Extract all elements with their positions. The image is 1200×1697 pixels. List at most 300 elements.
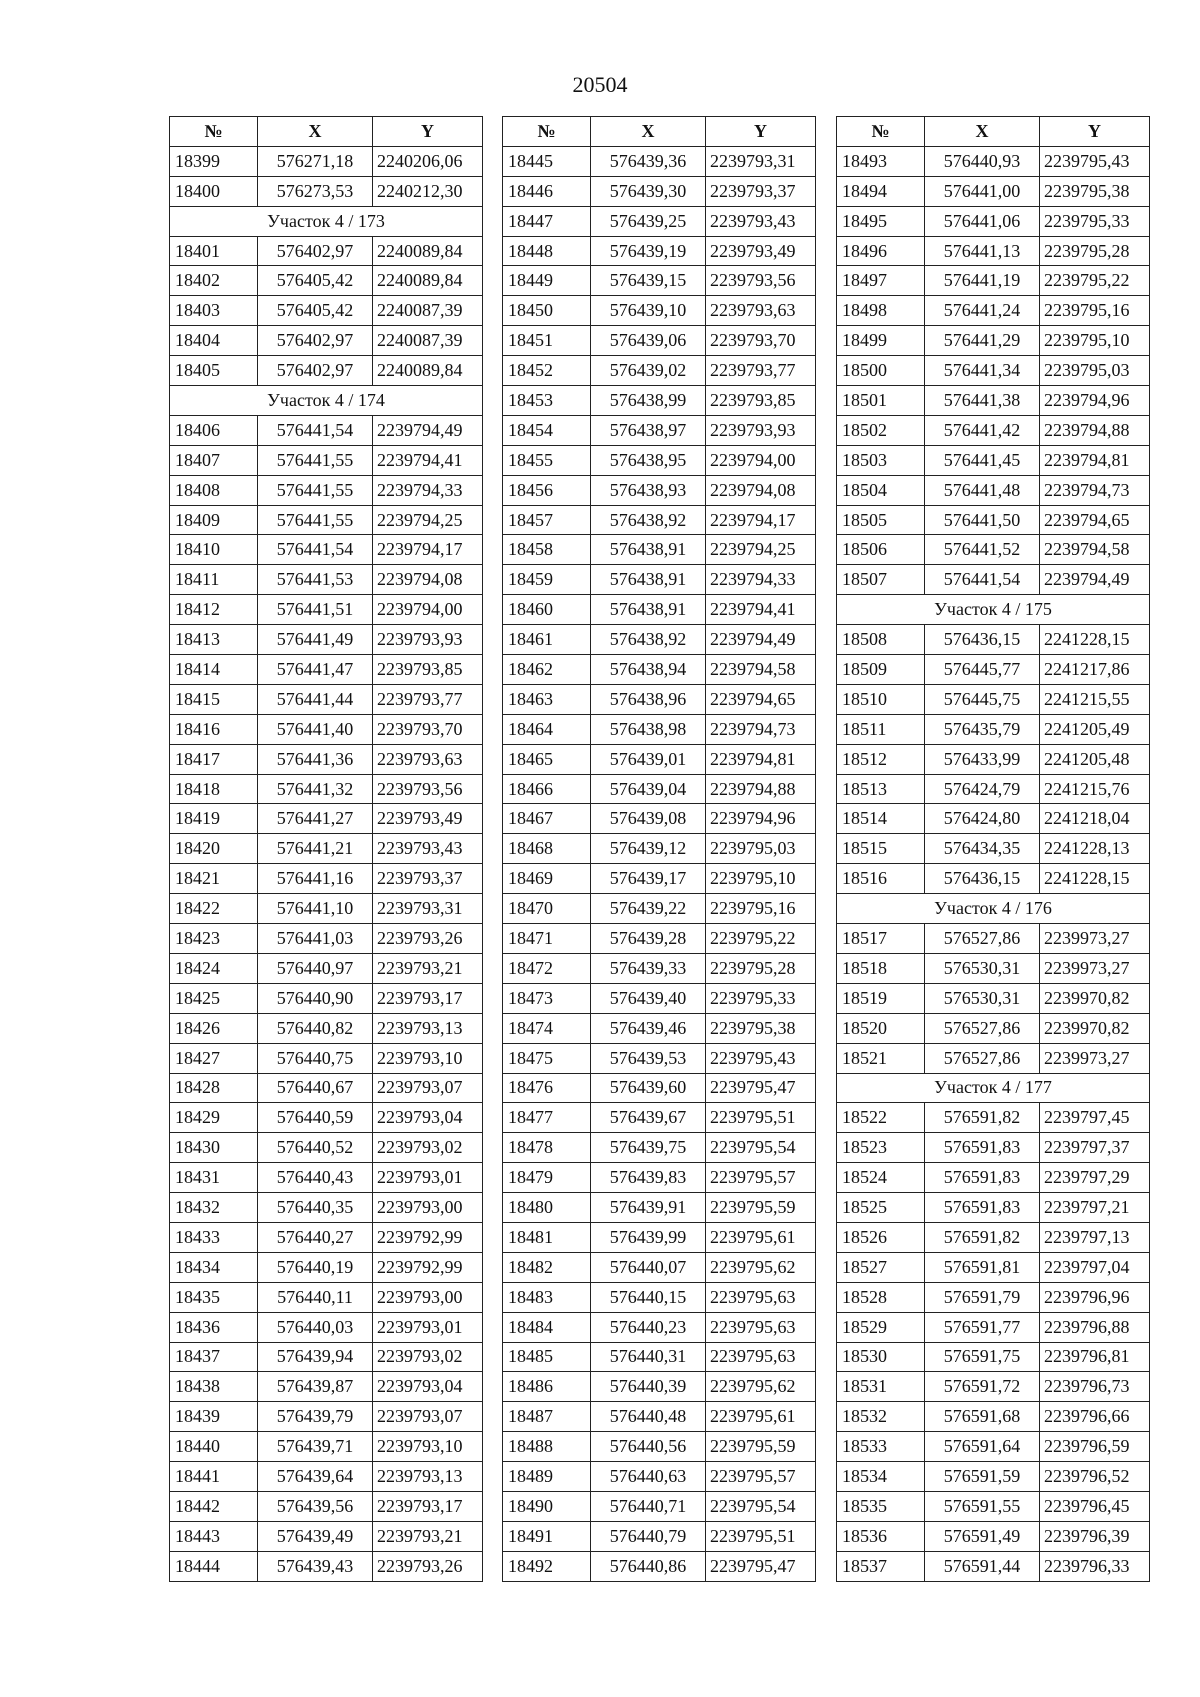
y-coordinate-cell: 2239793,17 bbox=[373, 983, 483, 1013]
table-row bbox=[170, 1462, 483, 1492]
table-row bbox=[170, 1133, 483, 1163]
table-row bbox=[170, 953, 483, 983]
y-coordinate-cell: 2239797,29 bbox=[1040, 1163, 1150, 1193]
point-number-cell: 18499 bbox=[837, 326, 925, 356]
x-coordinate-cell: 576591,82 bbox=[925, 1103, 1040, 1133]
point-number-cell: 18405 bbox=[170, 356, 258, 386]
point-number-cell: 18449 bbox=[503, 266, 591, 296]
table-row bbox=[170, 1282, 483, 1312]
x-coordinate-cell: 576439,75 bbox=[591, 1133, 706, 1163]
y-coordinate-cell: 2239795,47 bbox=[706, 1073, 816, 1103]
point-number-cell: 18508 bbox=[837, 625, 925, 655]
y-coordinate-cell: 2239795,47 bbox=[706, 1551, 816, 1581]
y-coordinate-cell: 2239795,16 bbox=[1040, 296, 1150, 326]
table-row bbox=[170, 924, 483, 954]
point-number-cell: 18461 bbox=[503, 625, 591, 655]
x-coordinate-cell: 576439,10 bbox=[591, 296, 706, 326]
x-coordinate-cell: 576439,02 bbox=[591, 356, 706, 386]
x-coordinate-cell: 576441,19 bbox=[925, 266, 1040, 296]
point-number-cell: 18505 bbox=[837, 505, 925, 535]
y-coordinate-cell: 2241205,48 bbox=[1040, 744, 1150, 774]
point-number-cell: 18408 bbox=[170, 475, 258, 505]
point-number-cell: 18413 bbox=[170, 625, 258, 655]
table-row bbox=[503, 1133, 816, 1163]
table-row bbox=[837, 565, 1150, 595]
y-coordinate-cell: 2239793,21 bbox=[373, 953, 483, 983]
header-number: № bbox=[837, 117, 925, 147]
point-number-cell: 18438 bbox=[170, 1372, 258, 1402]
point-number-cell: 18437 bbox=[170, 1342, 258, 1372]
table-row bbox=[170, 236, 483, 266]
x-coordinate-cell: 576591,81 bbox=[925, 1252, 1040, 1282]
table-row bbox=[837, 834, 1150, 864]
x-coordinate-cell: 576441,50 bbox=[925, 505, 1040, 535]
table-row bbox=[503, 834, 816, 864]
y-coordinate-cell: 2239793,26 bbox=[373, 1551, 483, 1581]
x-coordinate-cell: 576439,30 bbox=[591, 176, 706, 206]
x-coordinate-cell: 576441,51 bbox=[258, 595, 373, 625]
point-number-cell: 18421 bbox=[170, 864, 258, 894]
section-title: Участок 4 / 174 bbox=[170, 386, 483, 416]
point-number-cell: 18410 bbox=[170, 535, 258, 565]
table-row bbox=[837, 983, 1150, 1013]
table-row bbox=[170, 1013, 483, 1043]
x-coordinate-cell: 576405,42 bbox=[258, 266, 373, 296]
table-row bbox=[503, 1432, 816, 1462]
y-coordinate-cell: 2239794,65 bbox=[706, 684, 816, 714]
header-number: № bbox=[170, 117, 258, 147]
table-header-row bbox=[170, 117, 483, 147]
x-coordinate-cell: 576440,56 bbox=[591, 1432, 706, 1462]
point-number-cell: 18403 bbox=[170, 296, 258, 326]
point-number-cell: 18457 bbox=[503, 505, 591, 535]
x-coordinate-cell: 576402,97 bbox=[258, 356, 373, 386]
point-number-cell: 18441 bbox=[170, 1462, 258, 1492]
x-coordinate-cell: 576440,86 bbox=[591, 1551, 706, 1581]
table-row bbox=[170, 326, 483, 356]
x-coordinate-cell: 576441,24 bbox=[925, 296, 1040, 326]
y-coordinate-cell: 2239795,62 bbox=[706, 1252, 816, 1282]
y-coordinate-cell: 2239795,38 bbox=[706, 1013, 816, 1043]
y-coordinate-cell: 2239793,43 bbox=[373, 834, 483, 864]
y-coordinate-cell: 2241228,15 bbox=[1040, 625, 1150, 655]
point-number-cell: 18464 bbox=[503, 714, 591, 744]
y-coordinate-cell: 2239794,49 bbox=[1040, 565, 1150, 595]
x-coordinate-cell: 576438,96 bbox=[591, 684, 706, 714]
table-row bbox=[170, 535, 483, 565]
x-coordinate-cell: 576438,93 bbox=[591, 475, 706, 505]
y-coordinate-cell: 2239797,37 bbox=[1040, 1133, 1150, 1163]
x-coordinate-cell: 576591,55 bbox=[925, 1491, 1040, 1521]
x-coordinate-cell: 576440,52 bbox=[258, 1133, 373, 1163]
table-row bbox=[503, 924, 816, 954]
table-row bbox=[503, 1521, 816, 1551]
y-coordinate-cell: 2239793,02 bbox=[373, 1133, 483, 1163]
x-coordinate-cell: 576441,53 bbox=[258, 565, 373, 595]
y-coordinate-cell: 2239973,27 bbox=[1040, 1043, 1150, 1073]
y-coordinate-cell: 2239795,59 bbox=[706, 1193, 816, 1223]
point-number-cell: 18503 bbox=[837, 445, 925, 475]
point-number-cell: 18528 bbox=[837, 1282, 925, 1312]
x-coordinate-cell: 576591,75 bbox=[925, 1342, 1040, 1372]
point-number-cell: 18409 bbox=[170, 505, 258, 535]
y-coordinate-cell: 2239793,00 bbox=[373, 1193, 483, 1223]
x-coordinate-cell: 576439,40 bbox=[591, 983, 706, 1013]
table-row bbox=[170, 1551, 483, 1581]
header-y: Y bbox=[373, 117, 483, 147]
x-coordinate-cell: 576439,06 bbox=[591, 326, 706, 356]
x-coordinate-cell: 576527,86 bbox=[925, 1043, 1040, 1073]
table-row bbox=[170, 625, 483, 655]
table-row bbox=[503, 983, 816, 1013]
x-coordinate-cell: 576440,11 bbox=[258, 1282, 373, 1312]
table-row bbox=[503, 1342, 816, 1372]
table-row bbox=[503, 475, 816, 505]
x-coordinate-cell: 576439,64 bbox=[258, 1462, 373, 1492]
table-row bbox=[503, 296, 816, 326]
x-coordinate-cell: 576440,39 bbox=[591, 1372, 706, 1402]
y-coordinate-cell: 2239797,21 bbox=[1040, 1193, 1150, 1223]
table-row bbox=[837, 953, 1150, 983]
table-row bbox=[503, 1402, 816, 1432]
table-row bbox=[503, 894, 816, 924]
x-coordinate-cell: 576441,42 bbox=[925, 415, 1040, 445]
x-coordinate-cell: 576440,03 bbox=[258, 1312, 373, 1342]
y-coordinate-cell: 2239794,96 bbox=[706, 804, 816, 834]
x-coordinate-cell: 576439,04 bbox=[591, 774, 706, 804]
point-number-cell: 18429 bbox=[170, 1103, 258, 1133]
x-coordinate-cell: 576405,42 bbox=[258, 296, 373, 326]
x-coordinate-cell: 576591,59 bbox=[925, 1462, 1040, 1492]
table-row bbox=[837, 864, 1150, 894]
table-row bbox=[170, 1312, 483, 1342]
page-number: 20504 bbox=[572, 72, 628, 97]
x-coordinate-cell: 576441,49 bbox=[258, 625, 373, 655]
table-row bbox=[503, 953, 816, 983]
y-coordinate-cell: 2239795,59 bbox=[706, 1432, 816, 1462]
y-coordinate-cell: 2240212,30 bbox=[373, 176, 483, 206]
y-coordinate-cell: 2239793,56 bbox=[373, 774, 483, 804]
y-coordinate-cell: 2239796,45 bbox=[1040, 1491, 1150, 1521]
table-row bbox=[503, 1462, 816, 1492]
y-coordinate-cell: 2240089,84 bbox=[373, 356, 483, 386]
table-row bbox=[503, 1013, 816, 1043]
table-row bbox=[503, 1372, 816, 1402]
x-coordinate-cell: 576441,40 bbox=[258, 714, 373, 744]
x-coordinate-cell: 576441,52 bbox=[925, 535, 1040, 565]
y-coordinate-cell: 2240087,39 bbox=[373, 326, 483, 356]
point-number-cell: 18490 bbox=[503, 1491, 591, 1521]
y-coordinate-cell: 2239793,63 bbox=[706, 296, 816, 326]
y-coordinate-cell: 2239793,70 bbox=[706, 326, 816, 356]
section-row bbox=[837, 595, 1150, 625]
point-number-cell: 18477 bbox=[503, 1103, 591, 1133]
y-coordinate-cell: 2239794,58 bbox=[706, 655, 816, 685]
table-row bbox=[837, 266, 1150, 296]
section-title: Участок 4 / 175 bbox=[837, 595, 1150, 625]
table-row bbox=[503, 535, 816, 565]
table-row bbox=[170, 505, 483, 535]
table-row bbox=[503, 1103, 816, 1133]
y-coordinate-cell: 2239796,33 bbox=[1040, 1551, 1150, 1581]
y-coordinate-cell: 2239796,59 bbox=[1040, 1432, 1150, 1462]
point-number-cell: 18432 bbox=[170, 1193, 258, 1223]
x-coordinate-cell: 576591,79 bbox=[925, 1282, 1040, 1312]
y-coordinate-cell: 2239796,88 bbox=[1040, 1312, 1150, 1342]
point-number-cell: 18481 bbox=[503, 1222, 591, 1252]
point-number-cell: 18447 bbox=[503, 206, 591, 236]
table-row bbox=[170, 744, 483, 774]
x-coordinate-cell: 576439,43 bbox=[258, 1551, 373, 1581]
table-row bbox=[837, 1133, 1150, 1163]
x-coordinate-cell: 576424,79 bbox=[925, 774, 1040, 804]
table-row bbox=[837, 415, 1150, 445]
table-row bbox=[503, 1193, 816, 1223]
x-coordinate-cell: 576424,80 bbox=[925, 804, 1040, 834]
section-row bbox=[170, 206, 483, 236]
y-coordinate-cell: 2239795,54 bbox=[706, 1133, 816, 1163]
table-row bbox=[503, 744, 816, 774]
table-row bbox=[170, 266, 483, 296]
x-coordinate-cell: 576441,54 bbox=[925, 565, 1040, 595]
table-row bbox=[503, 565, 816, 595]
y-coordinate-cell: 2239795,16 bbox=[706, 894, 816, 924]
y-coordinate-cell: 2241215,76 bbox=[1040, 774, 1150, 804]
x-coordinate-cell: 576402,97 bbox=[258, 236, 373, 266]
table-row bbox=[837, 1342, 1150, 1372]
y-coordinate-cell: 2239795,63 bbox=[706, 1282, 816, 1312]
x-coordinate-cell: 576439,94 bbox=[258, 1342, 373, 1372]
table-row bbox=[503, 505, 816, 535]
table-row bbox=[170, 1342, 483, 1372]
table-row bbox=[837, 445, 1150, 475]
table-row bbox=[170, 834, 483, 864]
point-number-cell: 18456 bbox=[503, 475, 591, 505]
point-number-cell: 18415 bbox=[170, 684, 258, 714]
table-row bbox=[170, 1521, 483, 1551]
table-row bbox=[837, 1372, 1150, 1402]
point-number-cell: 18495 bbox=[837, 206, 925, 236]
y-coordinate-cell: 2239794,25 bbox=[373, 505, 483, 535]
y-coordinate-cell: 2239793,93 bbox=[373, 625, 483, 655]
table-row bbox=[170, 1222, 483, 1252]
table-row bbox=[503, 356, 816, 386]
point-number-cell: 18496 bbox=[837, 236, 925, 266]
point-number-cell: 18506 bbox=[837, 535, 925, 565]
x-coordinate-cell: 576273,53 bbox=[258, 176, 373, 206]
x-coordinate-cell: 576438,91 bbox=[591, 535, 706, 565]
point-number-cell: 18426 bbox=[170, 1013, 258, 1043]
point-number-cell: 18419 bbox=[170, 804, 258, 834]
x-coordinate-cell: 576439,19 bbox=[591, 236, 706, 266]
table-row bbox=[170, 1372, 483, 1402]
point-number-cell: 18476 bbox=[503, 1073, 591, 1103]
point-number-cell: 18440 bbox=[170, 1432, 258, 1462]
point-number-cell: 18465 bbox=[503, 744, 591, 774]
y-coordinate-cell: 2239793,93 bbox=[706, 415, 816, 445]
x-coordinate-cell: 576591,64 bbox=[925, 1432, 1040, 1462]
table-row bbox=[170, 1103, 483, 1133]
y-coordinate-cell: 2239795,61 bbox=[706, 1402, 816, 1432]
table-row bbox=[503, 655, 816, 685]
y-coordinate-cell: 2241218,04 bbox=[1040, 804, 1150, 834]
table-row bbox=[837, 1252, 1150, 1282]
y-coordinate-cell: 2239794,00 bbox=[373, 595, 483, 625]
point-number-cell: 18414 bbox=[170, 655, 258, 685]
y-coordinate-cell: 2239794,41 bbox=[706, 595, 816, 625]
point-number-cell: 18467 bbox=[503, 804, 591, 834]
table-row bbox=[503, 236, 816, 266]
point-number-cell: 18430 bbox=[170, 1133, 258, 1163]
point-number-cell: 18399 bbox=[170, 146, 258, 176]
x-coordinate-cell: 576441,55 bbox=[258, 505, 373, 535]
y-coordinate-cell: 2240089,84 bbox=[373, 236, 483, 266]
y-coordinate-cell: 2239794,49 bbox=[706, 625, 816, 655]
x-coordinate-cell: 576434,35 bbox=[925, 834, 1040, 864]
point-number-cell: 18527 bbox=[837, 1252, 925, 1282]
y-coordinate-cell: 2239973,27 bbox=[1040, 953, 1150, 983]
y-coordinate-cell: 2239796,81 bbox=[1040, 1342, 1150, 1372]
x-coordinate-cell: 576439,33 bbox=[591, 953, 706, 983]
point-number-cell: 18417 bbox=[170, 744, 258, 774]
point-number-cell: 18488 bbox=[503, 1432, 591, 1462]
y-coordinate-cell: 2239793,77 bbox=[706, 356, 816, 386]
x-coordinate-cell: 576441,54 bbox=[258, 415, 373, 445]
x-coordinate-cell: 576530,31 bbox=[925, 953, 1040, 983]
coordinates-table-1 bbox=[169, 116, 483, 1582]
x-coordinate-cell: 576439,01 bbox=[591, 744, 706, 774]
x-coordinate-cell: 576441,38 bbox=[925, 386, 1040, 416]
y-coordinate-cell: 2239794,41 bbox=[373, 445, 483, 475]
point-number-cell: 18486 bbox=[503, 1372, 591, 1402]
x-coordinate-cell: 576441,55 bbox=[258, 475, 373, 505]
x-coordinate-cell: 576591,82 bbox=[925, 1222, 1040, 1252]
x-coordinate-cell: 576591,44 bbox=[925, 1551, 1040, 1581]
y-coordinate-cell: 2239793,04 bbox=[373, 1103, 483, 1133]
x-coordinate-cell: 576440,15 bbox=[591, 1282, 706, 1312]
table-row bbox=[837, 176, 1150, 206]
point-number-cell: 18460 bbox=[503, 595, 591, 625]
point-number-cell: 18448 bbox=[503, 236, 591, 266]
y-coordinate-cell: 2239796,39 bbox=[1040, 1521, 1150, 1551]
x-coordinate-cell: 576441,06 bbox=[925, 206, 1040, 236]
table-row bbox=[170, 714, 483, 744]
x-coordinate-cell: 576439,83 bbox=[591, 1163, 706, 1193]
point-number-cell: 18412 bbox=[170, 595, 258, 625]
point-number-cell: 18472 bbox=[503, 953, 591, 983]
x-coordinate-cell: 576402,97 bbox=[258, 326, 373, 356]
y-coordinate-cell: 2239793,01 bbox=[373, 1312, 483, 1342]
point-number-cell: 18531 bbox=[837, 1372, 925, 1402]
point-number-cell: 18517 bbox=[837, 924, 925, 954]
y-coordinate-cell: 2239793,07 bbox=[373, 1073, 483, 1103]
point-number-cell: 18470 bbox=[503, 894, 591, 924]
x-coordinate-cell: 576440,43 bbox=[258, 1163, 373, 1193]
y-coordinate-cell: 2239793,49 bbox=[706, 236, 816, 266]
y-coordinate-cell: 2239794,96 bbox=[1040, 386, 1150, 416]
table-row bbox=[170, 1252, 483, 1282]
point-number-cell: 18479 bbox=[503, 1163, 591, 1193]
point-number-cell: 18423 bbox=[170, 924, 258, 954]
x-coordinate-cell: 576445,75 bbox=[925, 684, 1040, 714]
x-coordinate-cell: 576440,07 bbox=[591, 1252, 706, 1282]
point-number-cell: 18529 bbox=[837, 1312, 925, 1342]
y-coordinate-cell: 2239792,99 bbox=[373, 1222, 483, 1252]
point-number-cell: 18422 bbox=[170, 894, 258, 924]
point-number-cell: 18524 bbox=[837, 1163, 925, 1193]
y-coordinate-cell: 2239795,33 bbox=[706, 983, 816, 1013]
y-coordinate-cell: 2239794,73 bbox=[1040, 475, 1150, 505]
y-coordinate-cell: 2239795,10 bbox=[1040, 326, 1150, 356]
point-number-cell: 18537 bbox=[837, 1551, 925, 1581]
y-coordinate-cell: 2239795,43 bbox=[706, 1043, 816, 1073]
point-number-cell: 18492 bbox=[503, 1551, 591, 1581]
y-coordinate-cell: 2239796,66 bbox=[1040, 1402, 1150, 1432]
y-coordinate-cell: 2239795,22 bbox=[1040, 266, 1150, 296]
table-row bbox=[837, 1402, 1150, 1432]
x-coordinate-cell: 576438,92 bbox=[591, 625, 706, 655]
point-number-cell: 18455 bbox=[503, 445, 591, 475]
x-coordinate-cell: 576439,25 bbox=[591, 206, 706, 236]
point-number-cell: 18533 bbox=[837, 1432, 925, 1462]
table-row bbox=[503, 714, 816, 744]
x-coordinate-cell: 576591,83 bbox=[925, 1163, 1040, 1193]
point-number-cell: 18518 bbox=[837, 953, 925, 983]
x-coordinate-cell: 576439,46 bbox=[591, 1013, 706, 1043]
point-number-cell: 18534 bbox=[837, 1462, 925, 1492]
point-number-cell: 18526 bbox=[837, 1222, 925, 1252]
point-number-cell: 18468 bbox=[503, 834, 591, 864]
table-row bbox=[170, 1193, 483, 1223]
point-number-cell: 18522 bbox=[837, 1103, 925, 1133]
y-coordinate-cell: 2239797,45 bbox=[1040, 1103, 1150, 1133]
point-number-cell: 18424 bbox=[170, 953, 258, 983]
x-coordinate-cell: 576441,00 bbox=[925, 176, 1040, 206]
point-number-cell: 18507 bbox=[837, 565, 925, 595]
point-number-cell: 18416 bbox=[170, 714, 258, 744]
x-coordinate-cell: 576439,49 bbox=[258, 1521, 373, 1551]
section-title: Участок 4 / 176 bbox=[837, 894, 1150, 924]
point-number-cell: 18532 bbox=[837, 1402, 925, 1432]
header-y: Y bbox=[706, 117, 816, 147]
y-coordinate-cell: 2239793,77 bbox=[373, 684, 483, 714]
table-row bbox=[837, 1491, 1150, 1521]
x-coordinate-cell: 576438,91 bbox=[591, 565, 706, 595]
x-coordinate-cell: 576527,86 bbox=[925, 1013, 1040, 1043]
x-coordinate-cell: 576440,63 bbox=[591, 1462, 706, 1492]
point-number-cell: 18474 bbox=[503, 1013, 591, 1043]
point-number-cell: 18485 bbox=[503, 1342, 591, 1372]
x-coordinate-cell: 576439,53 bbox=[591, 1043, 706, 1073]
y-coordinate-cell: 2239795,57 bbox=[706, 1163, 816, 1193]
point-number-cell: 18400 bbox=[170, 176, 258, 206]
x-coordinate-cell: 576436,15 bbox=[925, 625, 1040, 655]
x-coordinate-cell: 576441,44 bbox=[258, 684, 373, 714]
y-coordinate-cell: 2241205,49 bbox=[1040, 714, 1150, 744]
x-coordinate-cell: 576440,35 bbox=[258, 1193, 373, 1223]
table-row bbox=[503, 804, 816, 834]
y-coordinate-cell: 2239794,33 bbox=[373, 475, 483, 505]
table-row bbox=[503, 176, 816, 206]
x-coordinate-cell: 576440,97 bbox=[258, 953, 373, 983]
point-number-cell: 18515 bbox=[837, 834, 925, 864]
y-coordinate-cell: 2239793,13 bbox=[373, 1462, 483, 1492]
x-coordinate-cell: 576438,91 bbox=[591, 595, 706, 625]
header-x: X bbox=[925, 117, 1040, 147]
y-coordinate-cell: 2239794,88 bbox=[1040, 415, 1150, 445]
point-number-cell: 18469 bbox=[503, 864, 591, 894]
section-row bbox=[837, 894, 1150, 924]
